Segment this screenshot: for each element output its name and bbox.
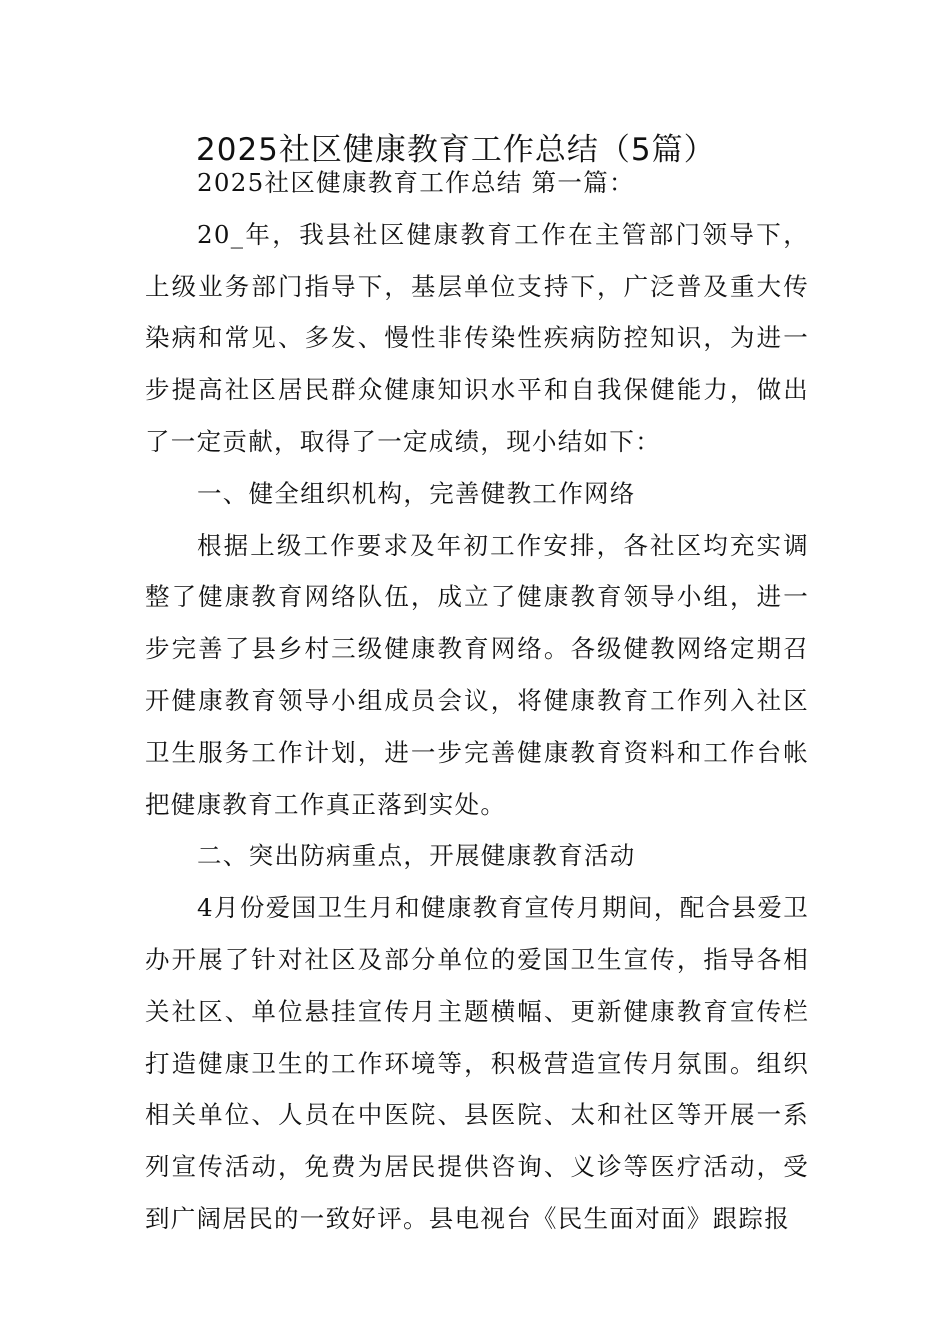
section-heading-1: 一、健全组织机构，完善健教工作网络	[197, 478, 636, 508]
document-title: 2025社区健康教育工作总结（5篇）	[196, 132, 716, 168]
document-body	[145, 157, 809, 1245]
paragraph-overview: 20_年，我县社区健康教育工作在主管部门领导下，上级业务部门指导下，基层单位支持下，广泛普及重大传染病和常见、多发、慢性非传染性疾病防控知识，为进一步提高社区居民群众健康知识水平和自我保健能力，做出了一定贡献，取得了一定成绩，现小结如下：	[145, 219, 809, 456]
paragraph-activities: 4月份爱国卫生月和健康教育宣传月期间，配合县爱卫办开展了针对社区及部分单位的爱国卫生宣传，指导各相关社区、单位悬挂宣传月主题横幅、更新健康教育宣传栏打造健康卫生的工作环境等，积极营造宣传月氛围。组织相关单位、人员在中医院、县医院、太和社区等开展一系列宣传活动，免费为居民提供咨询、义诊等医疗活动，受到广阔居民的一致好评。县电视台《民生面对面》跟踪报	[145, 893, 809, 1233]
section-intro-line: 2025社区健康教育工作总结 第一篇：	[197, 168, 635, 197]
section-heading-2: 二、突出防病重点，开展健康教育活动	[197, 841, 636, 871]
paragraph-organization: 根据上级工作要求及年初工作安排，各社区均充实调整了健康教育网络队伍，成立了健康教育领导小组，进一步完善了县乡村三级健康教育网络。各级健教网络定期召开健康教育领导小组成员会议，将健康教育工作列入社区卫生服务工作计划，进一步完善健康教育资料和工作台帐把健康教育工作真正落到实处。	[145, 530, 809, 819]
